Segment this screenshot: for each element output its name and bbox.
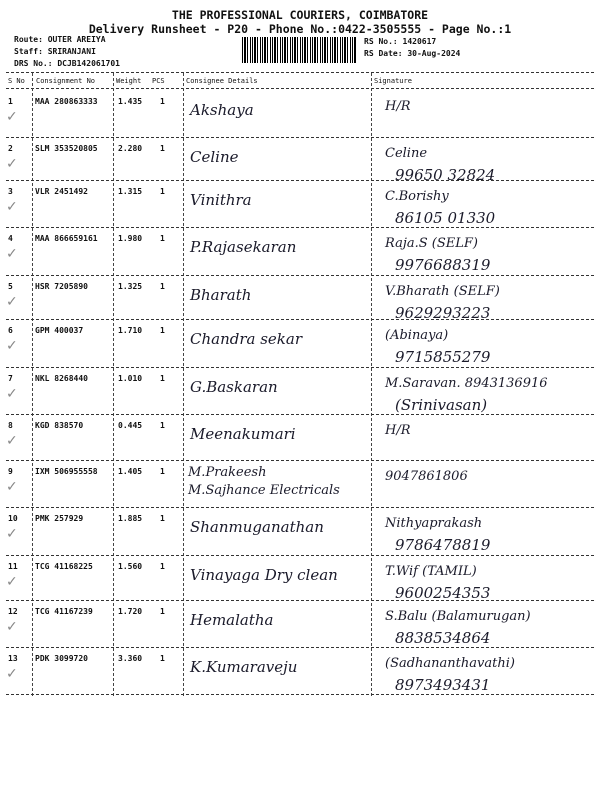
row-divider bbox=[6, 555, 594, 556]
row-divider bbox=[6, 367, 594, 368]
row-weight: 1.980 bbox=[118, 234, 143, 243]
row-consignee: Vinithra bbox=[190, 191, 252, 209]
row-consignee: Akshaya bbox=[190, 101, 254, 119]
row-signature: M.Saravan. 8943136916 bbox=[385, 376, 548, 391]
row-sno: 2 bbox=[8, 144, 13, 153]
row-sno: 12 bbox=[8, 607, 18, 616]
row-signature: H/R bbox=[385, 423, 411, 438]
rs-date: RS Date: 30-Aug-2024 bbox=[364, 49, 461, 58]
row-sno: 4 bbox=[8, 234, 13, 243]
row-consignment-no: TCG 41168225 bbox=[35, 562, 93, 571]
row-consignment-no: KGD 838570 bbox=[35, 421, 84, 430]
checkmark-icon: ✓ bbox=[6, 526, 18, 542]
checkmark-icon: ✓ bbox=[6, 246, 18, 262]
row-consignee: Vinayaga Dry clean bbox=[190, 566, 338, 584]
company-title: THE PROFESSIONAL COURIERS, COIMBATORE bbox=[171, 8, 429, 22]
row-consignee: Celine bbox=[190, 148, 239, 166]
row-signature: (Sadhananthavathi) bbox=[385, 656, 515, 671]
checkmark-icon: ✓ bbox=[6, 338, 18, 354]
row-signature: 9047861806 bbox=[385, 469, 468, 484]
row-consignee: Meenakumari bbox=[190, 425, 296, 443]
row-consignment-no: MAA 280863333 bbox=[35, 97, 98, 106]
column-header-divider bbox=[6, 88, 594, 89]
row-consignee: M.Prakeesh bbox=[188, 465, 267, 480]
col-header-weight: Weight bbox=[116, 77, 142, 85]
staff-label: Staff: SRIRANJANI bbox=[14, 47, 96, 56]
row-pcs: 1 bbox=[160, 97, 165, 106]
row-consignment-no: VLR 2451492 bbox=[35, 187, 88, 196]
row-pcs: 1 bbox=[160, 514, 165, 523]
column-divider bbox=[183, 73, 184, 696]
checkmark-icon: ✓ bbox=[6, 199, 18, 215]
row-signature: V.Bharath (SELF) bbox=[385, 284, 500, 299]
row-divider bbox=[6, 460, 594, 461]
checkmark-icon: ✓ bbox=[6, 433, 18, 449]
row-weight: 1.325 bbox=[118, 282, 143, 291]
row-weight: 1.010 bbox=[118, 374, 143, 383]
col-header-pcs: PCS bbox=[152, 77, 165, 85]
runsheet-subtitle: Delivery Runsheet - P20 - Phone No.:0422-3505555 - Page No.:1 bbox=[88, 22, 512, 36]
row-weight: 1.720 bbox=[118, 607, 143, 616]
row-sno: 11 bbox=[8, 562, 18, 571]
column-divider bbox=[371, 73, 372, 696]
row-signature-phone: (Srinivasan) bbox=[395, 396, 488, 414]
row-consignment-no: GPM 400037 bbox=[35, 326, 84, 335]
checkmark-icon: ✓ bbox=[6, 574, 18, 590]
row-signature: H/R bbox=[385, 99, 411, 114]
row-signature: (Abinaya) bbox=[385, 328, 449, 343]
row-signature: C.Borishy bbox=[385, 189, 449, 204]
row-weight: 2.280 bbox=[118, 144, 143, 153]
row-consignee: K.Kumaraveju bbox=[190, 658, 298, 676]
row-signature-phone: 9715855279 bbox=[395, 348, 491, 366]
column-divider bbox=[113, 73, 114, 696]
route-label: Route: OUTER AREIYA bbox=[14, 35, 106, 44]
row-sno: 6 bbox=[8, 326, 13, 335]
row-sno: 7 bbox=[8, 374, 13, 383]
row-divider bbox=[6, 180, 594, 181]
row-consignee: P.Rajasekaran bbox=[190, 238, 297, 256]
row-divider bbox=[6, 647, 594, 648]
row-pcs: 1 bbox=[160, 607, 165, 616]
row-signature: S.Balu (Balamurugan) bbox=[385, 609, 531, 624]
row-signature-phone: 9976688319 bbox=[395, 256, 491, 274]
row-signature-phone: 86105 01330 bbox=[395, 209, 496, 227]
drs-number: DRS No.: DCJB142061701 bbox=[14, 59, 120, 68]
row-consignment-no: IXM 506955558 bbox=[35, 467, 98, 476]
row-weight: 0.445 bbox=[118, 421, 143, 430]
checkmark-icon: ✓ bbox=[6, 294, 18, 310]
row-consignment-no: MAA 866659161 bbox=[35, 234, 98, 243]
row-consignment-no: HSR 7205890 bbox=[35, 282, 88, 291]
row-consignee: Bharath bbox=[190, 286, 252, 304]
row-signature: Nithyaprakash bbox=[385, 516, 483, 531]
row-divider bbox=[6, 319, 594, 320]
row-divider bbox=[6, 414, 594, 415]
row-pcs: 1 bbox=[160, 326, 165, 335]
row-signature-phone: 8973493431 bbox=[395, 676, 491, 694]
row-signature-phone: 9629293223 bbox=[395, 304, 491, 322]
col-header-signature: Signature bbox=[374, 77, 412, 85]
row-divider bbox=[6, 694, 594, 695]
row-pcs: 1 bbox=[160, 467, 165, 476]
row-consignee: Chandra sekar bbox=[190, 330, 303, 348]
row-divider bbox=[6, 507, 594, 508]
barcode bbox=[242, 37, 356, 63]
checkmark-icon: ✓ bbox=[6, 386, 18, 402]
checkmark-icon: ✓ bbox=[6, 109, 18, 125]
row-weight: 1.315 bbox=[118, 187, 143, 196]
row-consignment-no: TCG 41167239 bbox=[35, 607, 93, 616]
row-pcs: 1 bbox=[160, 144, 165, 153]
checkmark-icon: ✓ bbox=[6, 619, 18, 635]
row-signature: Raja.S (SELF) bbox=[385, 236, 478, 251]
header-divider bbox=[6, 72, 594, 73]
row-pcs: 1 bbox=[160, 421, 165, 430]
row-consignment-no: PDK 3099720 bbox=[35, 654, 88, 663]
checkmark-icon: ✓ bbox=[6, 666, 18, 682]
row-sno: 5 bbox=[8, 282, 13, 291]
row-signature: Celine bbox=[385, 146, 428, 161]
row-sno: 9 bbox=[8, 467, 13, 476]
row-pcs: 1 bbox=[160, 562, 165, 571]
row-consignee-line2: M.Sajhance Electricals bbox=[188, 483, 340, 498]
row-weight: 1.405 bbox=[118, 467, 143, 476]
row-signature-phone: 8838534864 bbox=[395, 629, 491, 647]
row-divider bbox=[6, 600, 594, 601]
row-weight: 1.435 bbox=[118, 97, 143, 106]
row-signature-phone: 9786478819 bbox=[395, 536, 491, 554]
row-consignment-no: PMK 257929 bbox=[35, 514, 84, 523]
row-divider bbox=[6, 275, 594, 276]
row-signature-phone: 99650 32824 bbox=[395, 166, 496, 184]
row-pcs: 1 bbox=[160, 282, 165, 291]
row-consignee: G.Baskaran bbox=[190, 378, 278, 396]
rs-number: RS No.: 1420617 bbox=[364, 37, 437, 46]
row-weight: 1.885 bbox=[118, 514, 143, 523]
row-consignee: Shanmuganathan bbox=[190, 518, 324, 536]
row-sno: 3 bbox=[8, 187, 13, 196]
row-sno: 10 bbox=[8, 514, 18, 523]
row-consignment-no: SLM 353520805 bbox=[35, 144, 98, 153]
row-weight: 1.560 bbox=[118, 562, 143, 571]
row-pcs: 1 bbox=[160, 187, 165, 196]
row-pcs: 1 bbox=[160, 374, 165, 383]
row-consignee: Hemalatha bbox=[190, 611, 274, 629]
column-divider bbox=[32, 73, 33, 696]
checkmark-icon: ✓ bbox=[6, 156, 18, 172]
row-consignment-no: NKL 8268440 bbox=[35, 374, 88, 383]
col-header-sno: S No bbox=[8, 77, 25, 85]
row-sno: 1 bbox=[8, 97, 13, 106]
row-divider bbox=[6, 227, 594, 228]
row-pcs: 1 bbox=[160, 234, 165, 243]
row-weight: 1.710 bbox=[118, 326, 143, 335]
col-header-consignee: Consignee Details bbox=[186, 77, 258, 85]
row-divider bbox=[6, 137, 594, 138]
row-sno: 8 bbox=[8, 421, 13, 430]
row-pcs: 1 bbox=[160, 654, 165, 663]
row-signature: T.Wif (TAMIL) bbox=[385, 564, 477, 579]
row-sno: 13 bbox=[8, 654, 18, 663]
row-weight: 3.360 bbox=[118, 654, 143, 663]
col-header-consignment: Consignment No bbox=[36, 77, 96, 85]
row-signature-phone: 9600254353 bbox=[395, 584, 491, 602]
checkmark-icon: ✓ bbox=[6, 479, 18, 495]
